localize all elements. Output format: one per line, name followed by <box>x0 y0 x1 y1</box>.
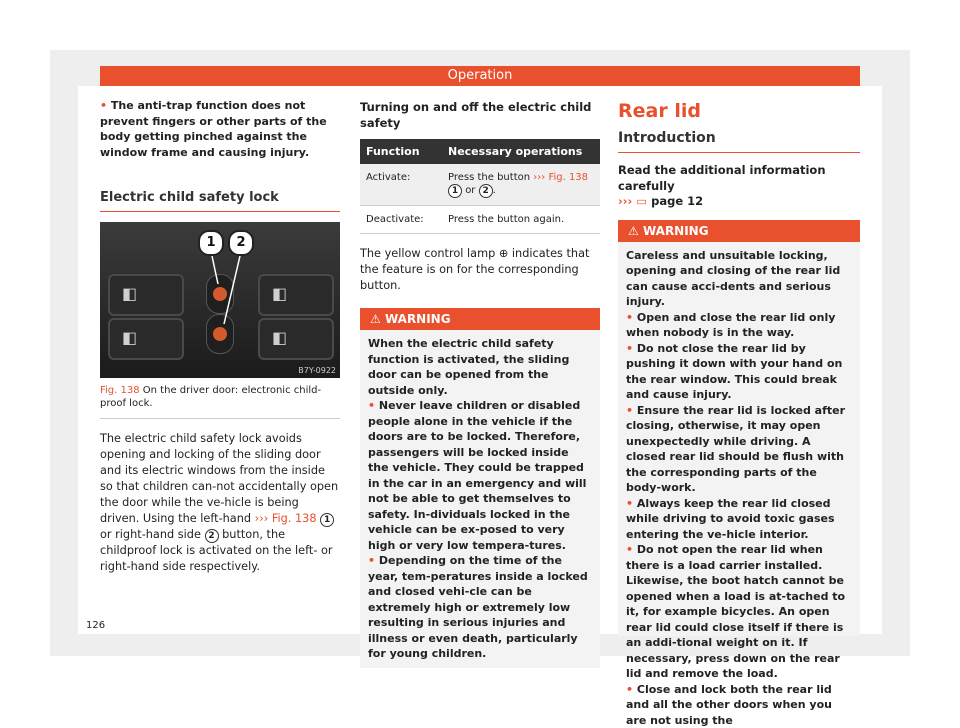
body-text-c: button, the childproof lock is activated on the left- or right-hand side respectively. <box>100 528 333 573</box>
fig-138-link[interactable]: Fig. 138 <box>272 512 317 525</box>
warning-header <box>360 308 600 330</box>
figure-code: B7Y-0922 <box>298 366 336 375</box>
window-icon: ◧ <box>122 284 137 303</box>
warning-header <box>618 220 860 242</box>
table-cell: Activate: <box>360 164 442 206</box>
callout-ref-2: 2 <box>479 184 493 198</box>
window-icon: ◧ <box>272 328 287 347</box>
bullet-icon: • <box>368 399 375 412</box>
warning-bullet-text: Close and lock both the rear lid and all the other doors when you are not using the <box>626 683 832 727</box>
bullet-icon: • <box>100 99 107 112</box>
page-number: 126 <box>86 620 105 631</box>
warning-bullet <box>626 310 852 341</box>
warning-bullet <box>626 403 852 496</box>
book-icon: ▭ <box>636 194 647 208</box>
warning-bullet-text: Ensure the rear lid is locked after closing, otherwise, it may open unexpectedly while driving. A closed rear lid should be flush with the corresponding parts of the body-work. <box>626 404 845 495</box>
warning-triangle-icon: ⚠ <box>370 312 381 326</box>
column-right <box>618 92 860 636</box>
warning-bullet <box>626 341 852 403</box>
figure-138-photo <box>100 222 340 378</box>
bullet-icon: • <box>368 554 375 567</box>
warning-body <box>618 242 860 636</box>
figure-label: Fig. 138 <box>100 385 140 396</box>
warning-bullet <box>626 496 852 543</box>
section-title-child-lock: Electric child safety lock <box>100 190 340 212</box>
table-cell: Deactivate: <box>360 206 442 234</box>
table-title: Turning on and off the electric child safety <box>360 100 600 131</box>
warning-bullet-text: Never leave children or disabled people alone in the vehicle if the doors are to be locked. Therefore, passengers will be locked inside the vehicle. They could be trapped in the car in an emergency and will not be able to get themselves to safety. In-dividuals locked in the vehicle can be ex-posed to very high or very low tempera-tures. <box>368 399 586 552</box>
warning-bullet-text: Always keep the rear lid closed while driving to avoid toxic gases entering the ve-hicle interior. <box>626 497 835 541</box>
window-icon: ◧ <box>272 284 287 303</box>
figure-caption-text: On the driver door: electronic child-proof lock. <box>100 385 321 409</box>
bullet-icon: • <box>626 683 633 696</box>
table-row <box>360 164 600 206</box>
callout-ref-2: 2 <box>205 529 219 543</box>
op-or: or <box>465 185 475 196</box>
warning-bullet <box>626 682 852 728</box>
bullet-icon: • <box>626 342 633 355</box>
child-lock-lamp-icon: ⊕ <box>499 247 508 260</box>
fig-138-link[interactable]: ››› Fig. 138 <box>533 172 588 183</box>
bullet-icon: • <box>626 497 633 510</box>
body-text-a: The electric child safety lock avoids opening and locking of the sliding door and its electric windows from the inside so that children can-not accidentally open the door while the ve-hicle is being driven. Using the left-hand <box>100 432 338 525</box>
read-info <box>618 163 860 210</box>
table-header-operations: Necessary operations <box>442 139 600 164</box>
callout-ref-1: 1 <box>320 513 334 527</box>
window-icon: ◧ <box>122 328 137 347</box>
warning-triangle-icon: ⚠ <box>628 224 639 238</box>
table-cell: Press the button again. <box>442 206 600 234</box>
figure-caption <box>100 378 340 419</box>
anti-trap-text: The anti-trap function does not prevent fingers or other parts of the body getting pinched against the window frame and causing injury. <box>100 99 327 159</box>
introduction-subtitle: Introduction <box>618 130 860 153</box>
warning-body <box>360 330 600 668</box>
table-cell <box>442 164 600 206</box>
page-12-link[interactable]: page 12 <box>651 194 703 208</box>
lamp-text-b: indicates that the feature is on for the corresponding button. <box>360 247 589 292</box>
child-lock-body <box>100 431 340 575</box>
read-info-text: Read the additional information carefully <box>618 163 826 193</box>
op-end: . <box>493 185 496 196</box>
child-safety-table <box>360 139 600 234</box>
bullet-icon: • <box>626 404 633 417</box>
warning-bullet-text: Depending on the time of the year, tem-peratures inside a locked and closed vehi-cle can be extremely high or extremely low resulting in serious injuries and illness or even death, particularly for young children. <box>368 554 588 660</box>
table-row <box>360 206 600 234</box>
warning-intro: When the electric child safety function is activated, the sliding door can be opened from the outside only. <box>368 336 592 398</box>
warning-bullet <box>368 398 592 553</box>
warning-bullet-text: Do not open the rear lid when there is a load carrier installed. Likewise, the boot hatch cannot be opened when a load is at-tached to it, for example bicycles. An open rear lid could close itself if there is an addi-tional weight on it. If necessary, press down on the rear lid and remove the load. <box>626 543 845 680</box>
callout-1: 1 <box>198 230 224 256</box>
table-header-function: Function <box>360 139 442 164</box>
rear-lid-title: Rear lid <box>618 100 860 122</box>
warning-bullet <box>626 542 852 682</box>
column-left <box>100 92 340 575</box>
warning-box <box>360 308 600 668</box>
warning-bullet <box>368 553 592 662</box>
warning-bullet-text: Open and close the rear lid only when nobody is in the way. <box>626 311 835 340</box>
callout-ref-1: 1 <box>448 184 462 198</box>
op-text: Press the button <box>448 172 530 183</box>
ref-arrow: ››› <box>618 194 632 208</box>
warning-bullet-text: Do not close the rear lid by pushing it down with your hand on the rear window. This could break and cause injury. <box>626 342 842 402</box>
anti-trap-note <box>100 98 340 160</box>
warning-title: WARNING <box>385 312 451 326</box>
bullet-icon: • <box>626 311 633 324</box>
ref-arrow: ››› <box>255 512 269 525</box>
callout-2: 2 <box>228 230 254 256</box>
lamp-note <box>360 246 600 294</box>
lamp-text-a: The yellow control lamp <box>360 247 495 260</box>
column-middle <box>360 92 600 668</box>
bullet-icon: • <box>626 543 633 556</box>
warning-title: WARNING <box>643 224 709 238</box>
section-header: Operation <box>100 66 860 86</box>
warning-box <box>618 220 860 636</box>
warning-intro: Careless and unsuitable locking, opening and closing of the rear lid can cause acci-dents and serious injury. <box>626 248 852 310</box>
body-text-b: or right-hand side <box>100 528 201 541</box>
